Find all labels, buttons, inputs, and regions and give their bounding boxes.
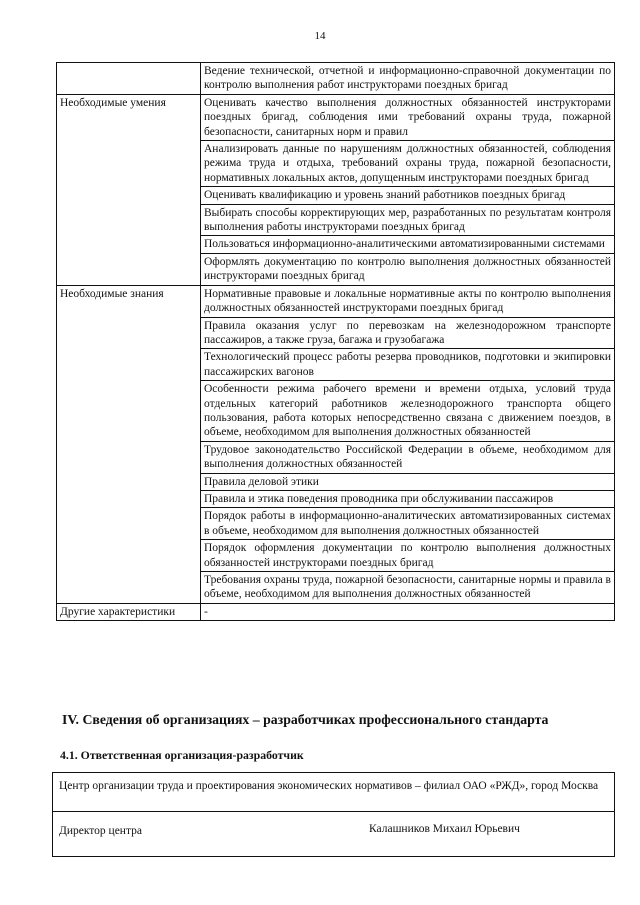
row-label: Другие характеристики bbox=[57, 603, 201, 620]
row-value: Выбирать способы корректирующих мер, разработанных по результатам контроля выполнения работы инструкторами поездных бригад bbox=[201, 204, 615, 236]
table-row bbox=[57, 603, 615, 620]
row-value: Нормативные правовые и локальные нормативные акты по контролю выполнения должностных обязанностей инструкторами поездных бригад bbox=[201, 285, 615, 317]
row-value: Анализировать данные по нарушениям должностных обязанностей, соблюдения режима труда и отдыха, требований охраны труда, пожарной безопасности, нормативных локальных актов, допущенным инструкторами поездных бригад bbox=[201, 141, 615, 187]
row-label: Необходимые знания bbox=[57, 285, 201, 603]
row-value: Особенности режима рабочего времени и времени отдыха, условий труда отдельных категорий работников железнодорожного транспорта общего пользования, работа которых непосредственно связана с движением поездов, в объеме, необходимом для выполнения должностных обязанностей bbox=[201, 381, 615, 442]
row-value: Оценивать квалификацию и уровень знаний работников поездных бригад bbox=[201, 187, 615, 204]
row-label bbox=[57, 63, 201, 95]
director-name: Калашников Михаил Юрьевич bbox=[369, 823, 520, 835]
row-value: Пользоваться информационно-аналитическими автоматизированными системами bbox=[201, 236, 615, 253]
row-value: Порядок оформления документации по контролю выполнения должностных обязанностей инструкторами поездных бригад bbox=[201, 540, 615, 572]
organization-table bbox=[52, 772, 615, 857]
row-value: - bbox=[201, 603, 615, 620]
table-row bbox=[57, 94, 615, 140]
row-value: Правила и этика поведения проводника при обслуживании пассажиров bbox=[201, 490, 615, 507]
table-row bbox=[57, 63, 615, 95]
row-value: Ведение технической, отчетной и информационно-справочной документации по контролю выполнения работ инструкторами поездных бригад bbox=[201, 63, 615, 95]
labor-functions-table bbox=[56, 62, 615, 621]
row-value: Технологический процесс работы резерва проводников, подготовки и экипировки пассажирских вагонов bbox=[201, 349, 615, 381]
sub-heading: 4.1. Ответственная организация-разработчик bbox=[60, 748, 304, 762]
table-row bbox=[57, 285, 615, 317]
section-heading: IV. Сведения об организациях – разработчиках профессионального стандарта bbox=[62, 712, 549, 727]
row-value: Порядок работы в информационно-аналитических автоматизированных системах в объеме, необходимом для выполнения должностных обязанностей bbox=[201, 508, 615, 540]
signature-row bbox=[53, 812, 615, 857]
row-value: Оценивать качество выполнения должностных обязанностей инструкторами поездных бригад, соблюдения ими требований охраны труда, пожарной безопасности, санитарных норм и правил bbox=[201, 94, 615, 140]
director-position: Директор центра bbox=[59, 825, 142, 837]
row-label: Необходимые умения bbox=[57, 94, 201, 285]
row-value: Оформлять документацию по контролю выполнения должностных обязанностей инструкторами поездных бригад bbox=[201, 253, 615, 285]
page-number: 14 bbox=[314, 30, 326, 42]
row-value: Требования охраны труда, пожарной безопасности, санитарные нормы и правила в объеме, необходимом для выполнения должностных обязанностей bbox=[201, 572, 615, 604]
organization-name: Центр организации труда и проектирования экономических нормативов – филиал ОАО «РЖД», город Москва bbox=[53, 773, 615, 812]
row-value: Правила деловой этики bbox=[201, 473, 615, 490]
row-value: Трудовое законодательство Российской Федерации в объеме, необходимом для выполнения должностных обязанностей bbox=[201, 441, 615, 473]
row-value: Правила оказания услуг по перевозкам на железнодорожном транспорте пассажиров, а также груза, багажа и грузобагажа bbox=[201, 317, 615, 349]
